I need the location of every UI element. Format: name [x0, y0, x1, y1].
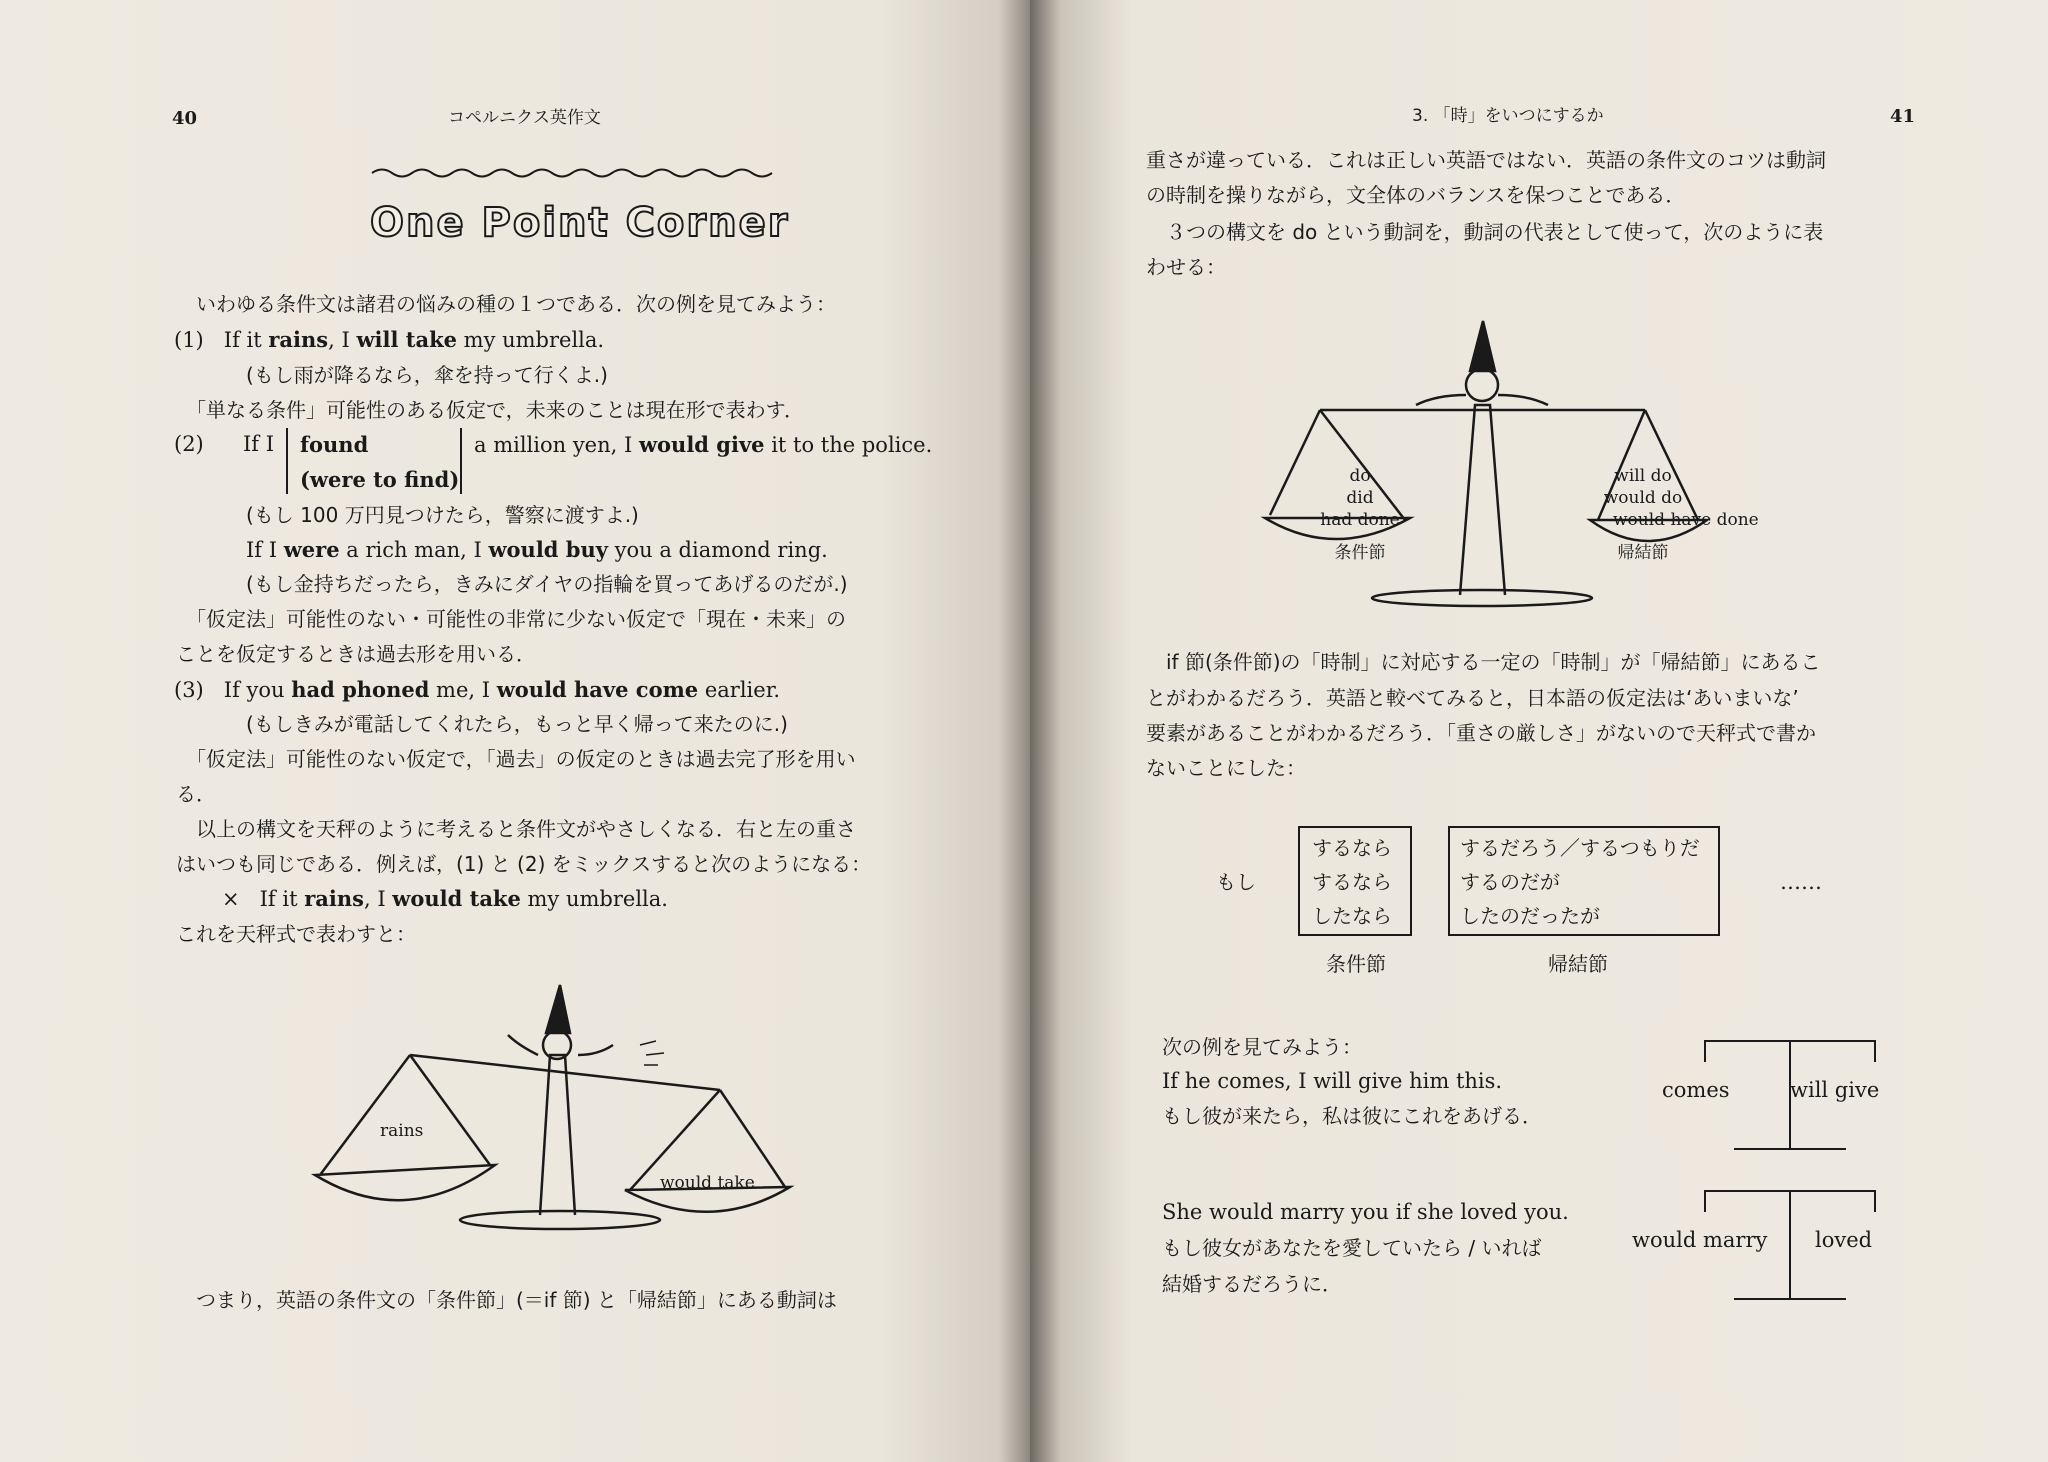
right-page: [1030, 0, 2048, 1462]
result-2: するのだが: [1460, 870, 1560, 894]
example-1: (1) If it rains, I will take my umbrella.: [174, 327, 605, 352]
example-2-jp-2: 結婚するだろうに．: [1162, 1272, 1342, 1296]
intro-text: いわゆる条件文は諸君の悩みの種の１つである．次の例を見てみよう：: [196, 292, 836, 316]
scale-intro: これを天秤式で表わすと：: [176, 922, 416, 946]
result-3: したのだったが: [1460, 904, 1600, 928]
example-3-translation: (もしきみが電話してくれたら，もっと早く帰って来たのに.): [246, 712, 788, 736]
example-2b: If I were a rich man, I would buy you a diamond ring.: [246, 537, 828, 562]
t2-left: would marry: [1632, 1228, 1768, 1252]
option-were-to-find: (were to find): [300, 467, 460, 492]
scale-left-did: did: [1346, 488, 1374, 508]
example-2-rest: a million yen, I would give it to the police.: [474, 432, 933, 457]
t2-right: loved: [1815, 1228, 1873, 1252]
example-1-translation: (もし雨が降るなら，傘を持って行くよ.): [246, 363, 608, 387]
table-ellipsis: ……: [1780, 870, 1822, 894]
t2-base: [1734, 1298, 1846, 1300]
page-number: 40: [172, 108, 198, 129]
note-3b: る．: [176, 782, 216, 806]
example-1-jp: もし彼が来たら，私は彼にこれをあげる．: [1162, 1104, 1542, 1128]
page-number: 41: [1890, 106, 1916, 127]
paragraph-1: 以上の構文を天秤のように考えると条件文がやさしくなる．右と左の重さ: [196, 817, 856, 841]
paragraph-4: わせる：: [1146, 255, 1226, 279]
scale-left-caption: 条件節: [1334, 543, 1386, 563]
scale-right-would-do: would do: [1603, 488, 1683, 508]
bracket-right: [460, 428, 462, 494]
t1-right-tick: [1874, 1040, 1876, 1062]
example-1-en: If he comes, I will give him this.: [1162, 1069, 1503, 1093]
cond-3: したなら: [1312, 904, 1392, 928]
paragraph-1: 重さが違っている．これは正しい英語ではない．英語の条件文のコツは動詞: [1146, 148, 1826, 172]
cond-2: するなら: [1312, 870, 1392, 894]
table-left-label: 条件節: [1326, 952, 1386, 976]
paragraph-2: はいつも同じである．例えば，(1) と (2) をミックスすると次のようになる：: [176, 852, 872, 876]
paragraph-5: if 節(条件節)の「時制」に対応する一定の「時制」が「帰結節」にあるこ: [1166, 650, 1821, 674]
note-3a: 「仮定法」可能性のない仮定で，「過去」の仮定のときは過去完了形を用い: [186, 747, 856, 771]
wavy-rule: [372, 166, 772, 180]
wrong-example: × If it rains, I would take my umbrella.: [222, 886, 668, 911]
bottom-line: つまり，英語の条件文の「条件節」(＝if 節) と「帰結節」にある動詞は: [196, 1288, 837, 1312]
example-2-number: (2): [174, 432, 204, 456]
paragraph-2: の時制を操りながら，文全体のバランスを保つことである．: [1146, 183, 1686, 207]
bracket-left: [286, 428, 288, 494]
example-2-translation: (もし 100 万円見つけたら，警察に渡すよ.): [246, 503, 639, 527]
paragraph-6: とがわかるだろう．英語と較べてみると，日本語の仮定法は‘あいまいな’: [1146, 686, 1799, 710]
t1-left: comes: [1662, 1078, 1730, 1102]
running-head: 3. 「時」をいつにするか: [1412, 106, 1604, 126]
running-head: コペルニクス英作文: [448, 108, 601, 128]
t1-right: will give: [1790, 1078, 1880, 1102]
corner-title: One Point Corner: [370, 200, 790, 246]
option-found: found: [300, 432, 369, 457]
cond-1: するなら: [1312, 836, 1392, 860]
t2-right-tick: [1874, 1190, 1876, 1212]
scale-left-do: do: [1349, 466, 1371, 486]
scale-right-caption: 帰結節: [1617, 543, 1669, 563]
scale-right-will-do: will do: [1614, 466, 1672, 486]
t1-base: [1734, 1148, 1846, 1150]
example-3: (3) If you had phoned me, I would have come earlier.: [174, 677, 781, 702]
moshi-label: もし: [1216, 870, 1256, 894]
table-right-label: 帰結節: [1548, 952, 1608, 976]
result-1: するだろう／するつもりだ: [1460, 836, 1700, 860]
note-2b: ことを仮定するときは過去形を用いる．: [176, 642, 536, 666]
example-2-if: If I: [243, 432, 275, 456]
t1-left-tick: [1704, 1040, 1706, 1062]
note-1: 「単なる条件」可能性のある仮定で，未来のことは現在形で表わす．: [186, 398, 804, 422]
examples-intro: 次の例を見てみよう：: [1162, 1035, 1362, 1059]
scale-left-label: rains: [380, 1121, 424, 1141]
example-2-jp-1: もし彼女があなたを愛していたら / いれば: [1162, 1236, 1542, 1260]
scale-right-label: would take: [660, 1173, 755, 1193]
tilted-scale-illustration: [310, 975, 830, 1235]
example-2-en: She would marry you if she loved you.: [1162, 1200, 1569, 1224]
t2-left-tick: [1704, 1190, 1706, 1212]
scale-right-would-have-done: would have done: [1613, 510, 1759, 530]
paragraph-7: 要素があることがわかるだろう．「重さの厳しさ」がないので天秤式で書か: [1146, 721, 1816, 745]
scale-left-had-done: had done: [1320, 510, 1400, 530]
paragraph-3: ３つの構文を do という動詞を，動詞の代表として使って，次のように表: [1166, 220, 1824, 244]
ex-number: (1): [174, 328, 204, 352]
t2-stem: [1789, 1190, 1791, 1300]
paragraph-8: ないことにした：: [1146, 756, 1306, 780]
example-2b-translation: (もし金持ちだったら，きみにダイヤの指輪を買ってあげるのだが.): [246, 572, 848, 596]
cross-mark: ×: [222, 887, 240, 911]
note-2a: 「仮定法」可能性のない・可能性の非常に少ない仮定で「現在・未来」の: [186, 607, 846, 631]
